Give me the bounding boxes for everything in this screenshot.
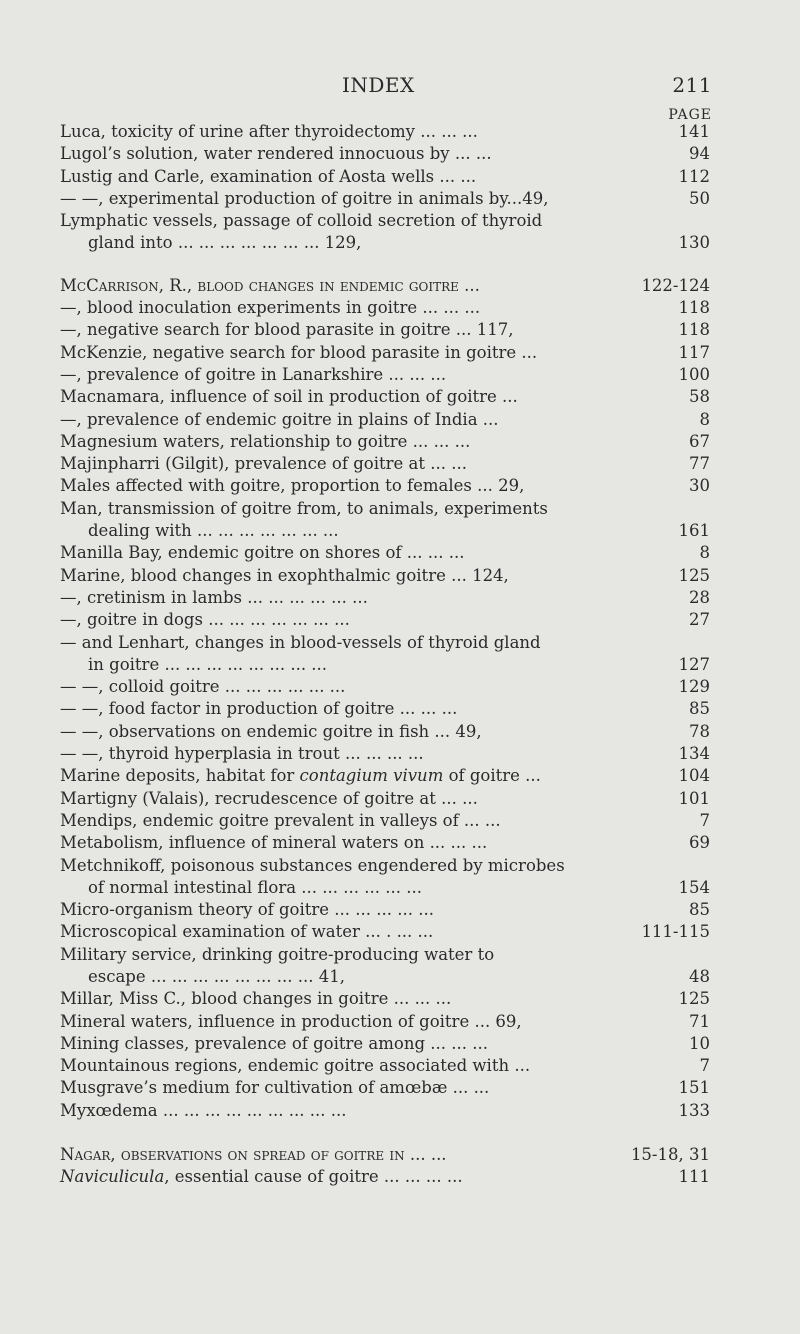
index-entry-lymphatic: Lymphatic vessels, passage of colloid secretion of thyroid (60, 211, 543, 231)
index-entry-marine-lenhart-sub: — —, colloid goitre ... ... ... ... ... ... 129 (60, 677, 710, 697)
index-entry-myxoedema: Myxœdema ... ... ... ... ... ... ... ... ... 133 (60, 1100, 710, 1120)
index-entry-microscopical: Microscopical examination of water ... . ... ... 111-115 (60, 922, 710, 942)
section-gap-m (60, 255, 710, 275)
index-entry-metchnikoff-cont: of normal intestinal flora ... ... ... ... ... ... 154 (88, 877, 710, 897)
index-entry-mendips: Mendips, endemic goitre prevalent in valleys of ... ... 7 (60, 810, 710, 830)
section-gap-n (60, 1122, 710, 1144)
index-entry-nagar: Nagar, observations on spread of goitre in ... ... 15-18, 31 (60, 1145, 710, 1165)
page-title: INDEX (342, 73, 415, 97)
index-entry-millar: Millar, Miss C., blood changes in goitre ... ... ... 125 (60, 989, 710, 1009)
index-entry-lugol: Lugol’s solution, water rendered innocuous by ... ... 94 (60, 144, 710, 164)
index-entry-marine-deposits: Marine deposits, habitat for contagium vivum of goitre ... 104 (60, 766, 710, 786)
index-entry-marine-lenhart-sub: — —, observations on endemic goitre in fish ... 49, 78 (60, 721, 710, 741)
index-entry-marine-sub: —, goitre in dogs ... ... ... ... ... ... ... 27 (60, 610, 710, 630)
index-entry-mccarrison: McCarrison, R., blood changes in endemic goitre ... 122-124 (60, 275, 710, 295)
index-entry-luca: Luca, toxicity of urine after thyroidectomy ... ... ... 141 (60, 122, 710, 141)
index-entry-metchnikoff: Metchnikoff, poisonous substances engendered by microbes (60, 855, 565, 875)
index-entry-males: Males affected with goitre, proportion to females ... 29, 30 (60, 476, 710, 496)
page-number: 211 (672, 73, 712, 97)
index-entry-musgrave: Musgrave’s medium for cultivation of amœbæ ... ... 151 (60, 1078, 710, 1098)
index-entry-lymphatic-cont: gland into ... ... ... ... ... ... ... 129, 130 (88, 233, 710, 253)
index-entry-marine-lenhart-sub: — —, thyroid hyperplasia in trout ... ... ... ... 134 (60, 744, 710, 764)
index-entry-mccarrison-sub: —, negative search for blood parasite in goitre ... 117, 118 (60, 320, 710, 340)
index-entry-marine-sub: —, cretinism in lambs ... ... ... ... ... ... 28 (60, 587, 710, 607)
index-entry-martigny: Martigny (Valais), recrudescence of goitre at ... ... 101 (60, 788, 710, 808)
index-entry-military-cont: escape ... ... ... ... ... ... ... ... 41, 48 (88, 966, 710, 986)
index-entry-lustig-sub: — —, experimental production of goitre in animals by...49, 50 (60, 188, 710, 208)
index-entry-marine-lenhart-sub: — —, food factor in production of goitre ... ... ... 85 (60, 699, 710, 719)
index-entry-majinpharri: Majinpharri (Gilgit), prevalence of goitre at ... ... 77 (60, 454, 710, 474)
index-entry-mckenzie: McKenzie, negative search for blood parasite in goitre ... 117 (60, 342, 710, 362)
index-entry-macnamara: Macnamara, influence of soil in production of goitre ... 58 (60, 387, 710, 407)
index-entry-mccarrison-sub: —, blood inoculation experiments in goitre ... ... ... 118 (60, 298, 710, 318)
page-column-label: PAGE (668, 107, 712, 123)
index-entry-marine-lenhart-cont: in goitre ... ... ... ... ... ... ... ... 127 (88, 654, 710, 674)
index-entry-magnesium: Magnesium waters, relationship to goitre ... ... ... 67 (60, 431, 710, 451)
index-entry-micro-organism: Micro-organism theory of goitre ... ... ... ... ... 85 (60, 900, 710, 920)
page-header (52, 73, 712, 97)
index-entry-man-cont: dealing with ... ... ... ... ... ... ... 161 (88, 521, 710, 541)
index-entry-lustig: Lustig and Carle, examination of Aosta wells ... ... 112 (60, 166, 710, 186)
index-entry-military: Military service, drinking goitre-producing water to (60, 944, 495, 964)
index-entry-mckenzie-sub: —, prevalence of goitre in Lanarkshire ... ... ... 100 (60, 364, 710, 384)
index-entry-marine: Marine, blood changes in exophthalmic goitre ... 124, 125 (60, 565, 710, 585)
index-entry-mountainous: Mountainous regions, endemic goitre associated with ... 7 (60, 1056, 710, 1076)
index-entries (60, 121, 710, 1189)
index-entry-mining: Mining classes, prevalence of goitre among ... ... ... 10 (60, 1033, 710, 1053)
index-entry-naviculicula: Naviculicula, essential cause of goitre ... ... ... ... 111 (60, 1167, 710, 1187)
index-entry-marine-lenhart: — and Lenhart, changes in blood-vessels of thyroid gland (60, 632, 541, 652)
index-entry-mineral: Mineral waters, influence in production of goitre ... 69, 71 (60, 1011, 710, 1031)
index-entry-manilla: Manilla Bay, endemic goitre on shores of ... ... ... 8 (60, 543, 710, 563)
index-entry-macnamara-sub: —, prevalence of endemic goitre in plains of India ... 8 (60, 409, 710, 429)
index-entry-metabolism: Metabolism, influence of mineral waters on ... ... ... 69 (60, 833, 710, 853)
index-entry-man: Man, transmission of goitre from, to animals, experiments (60, 498, 548, 518)
